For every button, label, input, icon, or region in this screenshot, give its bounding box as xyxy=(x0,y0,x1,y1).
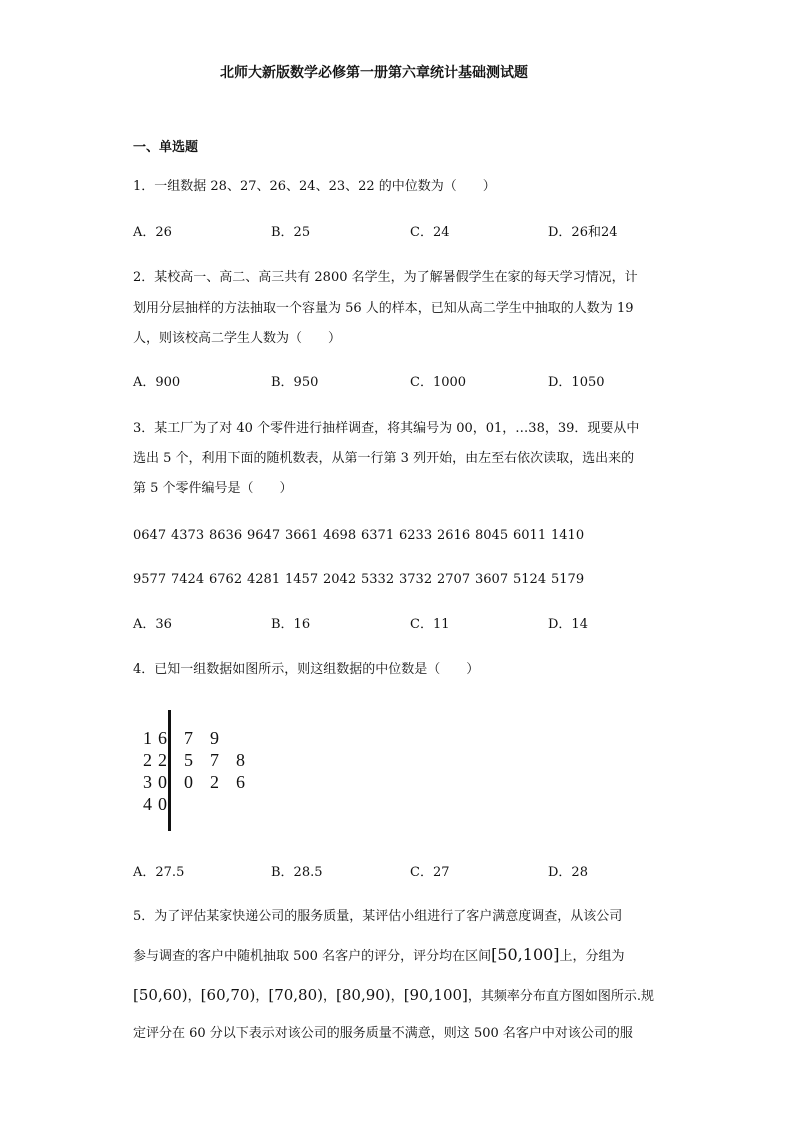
question-3-line-2: 选出 5 个，利用下面的随机数表，从第一行第 3 列开始，由左至右依次读取，选出来的 xyxy=(133,451,635,466)
q4-option-d: D．28 xyxy=(548,865,588,880)
random-number: 7424 xyxy=(171,572,205,587)
random-number: 2616 xyxy=(437,528,471,543)
q2-option-b: B．950 xyxy=(271,375,319,390)
leaf-value: 0 xyxy=(158,794,167,814)
stem-row xyxy=(128,727,262,749)
leaf-value: 6 xyxy=(158,728,167,748)
question-1-text: 1．一组数据 28、27、26、24、23、22 的中位数为（ ） xyxy=(133,179,496,194)
random-number: 3607 xyxy=(475,572,509,587)
leaf-value: 8 xyxy=(236,750,245,770)
stem-value: 2 xyxy=(143,750,152,770)
leaf-value: 9 xyxy=(210,728,219,748)
question-5-text: 参与调查的客户中随机抽取 500 名客户的评分，评分均在区间 xyxy=(133,949,492,964)
separator: ， xyxy=(323,989,337,1004)
leaf-value: 7 xyxy=(184,728,193,748)
q2-option-d: D．1050 xyxy=(548,375,605,390)
question-5-line-2 xyxy=(133,946,625,966)
stem-leaf-plot xyxy=(128,727,262,815)
q1-option-d: D．26和24 xyxy=(548,225,618,240)
question-5-text: ，其频率分布直方图如图所示.规 xyxy=(467,989,655,1004)
interval: [50,60) xyxy=(133,986,188,1004)
separator: ， xyxy=(390,989,404,1004)
random-number: 9647 xyxy=(247,528,281,543)
q4-option-b: B．28.5 xyxy=(271,865,323,880)
question-3-line-3: 第 5 个零件编号是（ ） xyxy=(133,481,293,496)
leaf-value: 0 xyxy=(158,772,167,792)
question-2-line-3: 人，则该校高二学生人数为（ ） xyxy=(133,331,342,346)
random-number: 3732 xyxy=(399,572,433,587)
random-number: 8636 xyxy=(209,528,243,543)
question-4-text: 4．已知一组数据如图所示，则这组数据的中位数是（ ） xyxy=(133,662,480,677)
q4-option-a: A．27.5 xyxy=(133,865,185,880)
interval: [90,100] xyxy=(403,986,468,1004)
random-number: 3661 xyxy=(285,528,319,543)
random-number: 4698 xyxy=(323,528,357,543)
interval: [60,70) xyxy=(200,986,256,1004)
document-title: 北师大新版数学必修第一册第六章统计基础测试题 xyxy=(220,65,528,81)
random-number: 4373 xyxy=(171,528,205,543)
random-number: 6011 xyxy=(513,528,547,543)
random-number: 2707 xyxy=(437,572,471,587)
q2-option-a: A．900 xyxy=(133,375,181,390)
leaf-value: 7 xyxy=(210,750,219,770)
stem-row xyxy=(128,749,262,771)
question-2-line-2: 划用分层抽样的方法抽取一个容量为 56 人的样本，已知从高二学生中抽取的人数为 19 xyxy=(133,301,634,316)
interval: [50,100] xyxy=(491,945,560,964)
q4-option-c: C．27 xyxy=(410,865,450,880)
random-number: 1457 xyxy=(285,572,319,587)
q3-option-a: A．36 xyxy=(133,617,172,632)
q1-option-b: B．25 xyxy=(271,225,311,240)
interval: [70,80) xyxy=(268,986,323,1004)
random-number: 5332 xyxy=(361,572,395,587)
random-number: 5179 xyxy=(551,572,585,587)
stem-row xyxy=(128,771,262,793)
question-5-text: 上，分组为 xyxy=(559,949,625,964)
stem-row xyxy=(128,793,262,815)
q2-option-c: C．1000 xyxy=(410,375,467,390)
random-number: 4281 xyxy=(247,572,281,587)
separator: ， xyxy=(187,989,201,1004)
random-number: 5124 xyxy=(513,572,547,587)
stem-value: 4 xyxy=(143,794,152,814)
stem-value: 3 xyxy=(143,772,152,792)
section-heading: 一、单选题 xyxy=(133,140,199,155)
leaf-value: 0 xyxy=(184,772,193,792)
stem-value: 1 xyxy=(143,728,152,748)
random-number: 6371 xyxy=(361,528,395,543)
leaf-value: 5 xyxy=(184,750,193,770)
question-3-line-1: 3．某工厂为了对 40 个零件进行抽样调查，将其编号为 00，01，…38，39．现要从中 xyxy=(133,421,640,436)
random-number: 6233 xyxy=(399,528,433,543)
interval: [80,90) xyxy=(336,986,391,1004)
random-number: 6762 xyxy=(209,572,243,587)
random-number: 9577 xyxy=(133,572,167,587)
q1-option-c: C．24 xyxy=(410,225,450,240)
leaf-value: 2 xyxy=(158,750,167,770)
leaf-value: 6 xyxy=(236,772,245,792)
random-table-row-2 xyxy=(133,571,589,589)
random-number: 0647 xyxy=(133,528,167,543)
stem-leaf-divider xyxy=(168,710,171,831)
question-5-line-1: 5．为了评估某家快递公司的服务质量，某评估小组进行了客户满意度调查，从该公司 xyxy=(133,909,623,924)
q3-option-b: B．16 xyxy=(271,617,311,632)
q3-option-c: C．11 xyxy=(410,617,450,632)
q3-option-d: D．14 xyxy=(548,617,588,632)
question-5-line-3 xyxy=(133,986,654,1006)
q1-option-a: A．26 xyxy=(133,225,172,240)
random-number: 1410 xyxy=(551,528,585,543)
random-number: 8045 xyxy=(475,528,509,543)
random-table-row-1 xyxy=(133,527,589,545)
leaf-value: 2 xyxy=(210,772,219,792)
separator: ， xyxy=(255,989,269,1004)
random-number: 2042 xyxy=(323,572,357,587)
question-2-line-1: 2．某校高一、高二、高三共有 2800 名学生，为了解暑假学生在家的每天学习情况，计 xyxy=(133,270,638,285)
question-5-line-4: 定评分在 60 分以下表示对该公司的服务质量不满意，则这 500 名客户中对该公司的服 xyxy=(133,1026,633,1041)
